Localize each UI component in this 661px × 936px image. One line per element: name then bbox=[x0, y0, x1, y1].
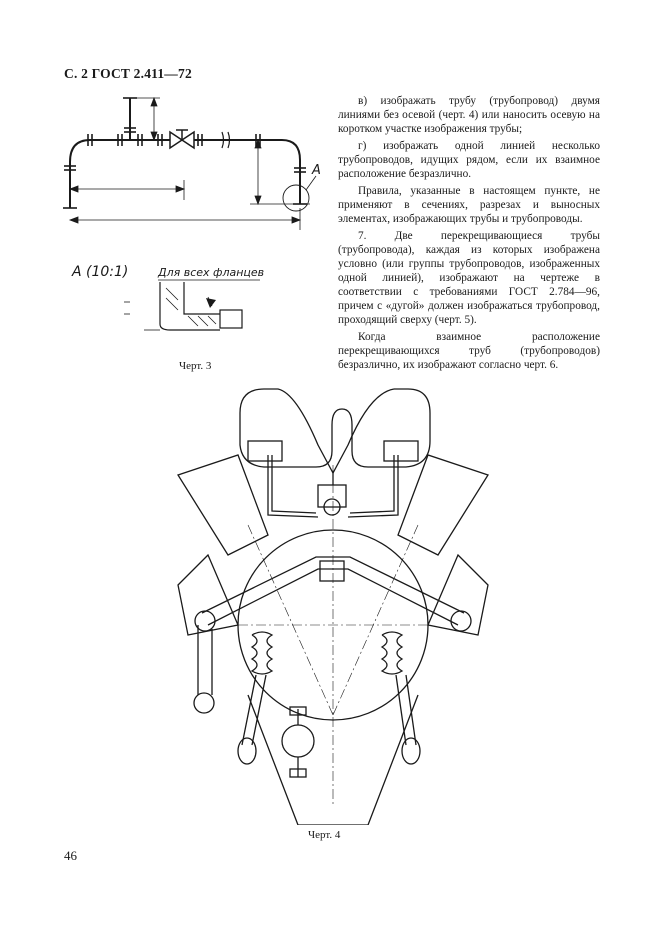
page-header: С. 2 ГОСТ 2.411—72 bbox=[64, 66, 192, 81]
figure-3-caption: Черт. 3 bbox=[179, 360, 212, 372]
detail-label: А (10:1) bbox=[72, 264, 129, 280]
figure-4-drawing bbox=[168, 385, 498, 825]
paragraph: в) изображать трубу (трубопровод) двумя линиями без осевой (черт. 4) или наносить осевую на коротком участке изображения трубы; bbox=[338, 95, 600, 135]
figure-3-drawing bbox=[60, 92, 330, 354]
paragraph: 7. Две перекрещивающиеся трубы (трубопровода), каждая из которых изображена условно (или группы трубопроводов, изображенных одной линией), изображают на чертеже в соответствии с требованиями ГОСТ 2.784—96, причем с «дугой» должен изображаться трубопровод, проходящий сверху (черт. 5). bbox=[338, 230, 600, 326]
body-text bbox=[338, 94, 600, 375]
page-number: 46 bbox=[64, 848, 77, 863]
paragraph: г) изображать одной линией несколько трубопроводов, идущих рядом, если их взаимное расположение безразлично. bbox=[338, 140, 600, 180]
paragraph: Правила, указанные в настоящем пункте, не применяют в сечениях, разрезах и выносных элементах, изображающих трубы и трубопроводы. bbox=[338, 185, 600, 225]
paragraph: Когда взаимное расположение перекрещивающихся труб (трубопроводов) безразлично, их изображают согласно черт. 6. bbox=[338, 331, 600, 371]
callout-a-label: А bbox=[312, 163, 321, 178]
figure-4-caption: Черт. 4 bbox=[308, 829, 341, 841]
detail-note: Для всех фланцев bbox=[158, 266, 265, 279]
